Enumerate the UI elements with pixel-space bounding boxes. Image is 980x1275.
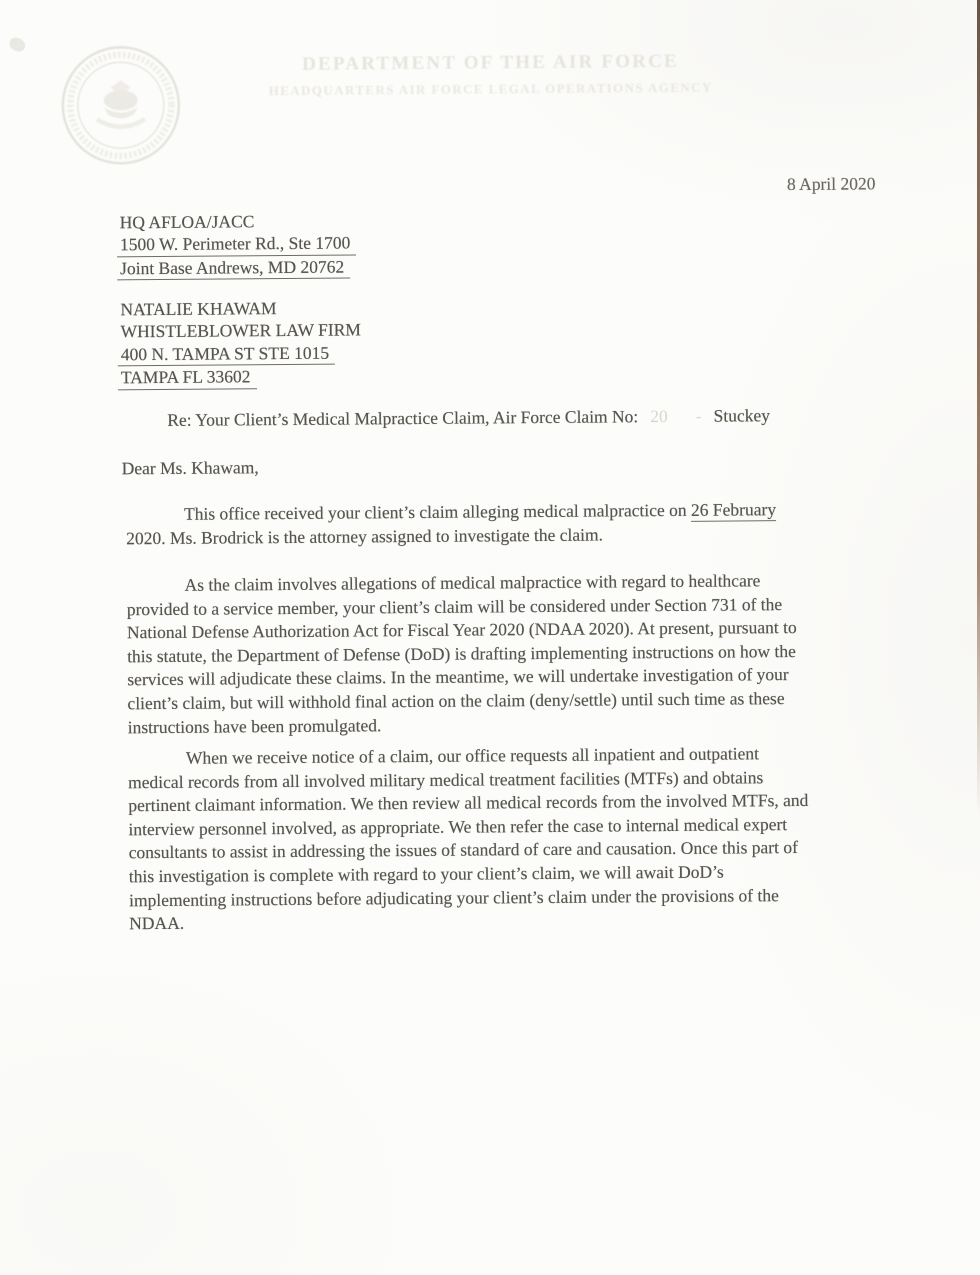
underlined-date: 26 February [690, 499, 777, 520]
letterhead-agency: HEADQUARTERS AIR FORCE LEGAL OPERATIONS AGENCY [268, 79, 713, 99]
paragraph-line: interview personnel involved, as appropriate. We then refer the case to internal medical expert [128, 813, 788, 840]
paragraph-line: National Defense Authorization Act for Fiscal Year 2020 (NDAA 2020). At present, pursuant to [126, 617, 797, 643]
recipient-address-line: WHISTLEBLOWER LAW FIRM [120, 319, 362, 342]
paragraph-line: pertinent claimant information. We then review all medical records from the involved MTFs, and [128, 790, 809, 816]
salutation: Dear Ms. Khawam, [121, 457, 259, 479]
paragraph-line: consultants to assist in addressing the issues of standard of care and causation. Once this part of [128, 837, 798, 863]
paragraph-line: When we receive notice of a claim, our office requests all inpatient and outpatient [185, 743, 760, 768]
paragraph-line: client’s claim, but will withhold final action on the claim (deny/settle) until such time as these [127, 688, 785, 714]
letterhead [0, 49, 980, 102]
subject-line [167, 405, 770, 431]
paragraph-line: this investigation is complete with regard to your client’s claim, we will await DoD’s [128, 861, 724, 887]
letter-date: 8 April 2020 [786, 173, 876, 195]
paragraph-line: implementing instructions before adjudicating your client’s claim under the provisions of the [128, 884, 779, 910]
subject-label: Re: Your Client’s Medical Malpractice Claim, Air Force Claim No: [167, 406, 639, 430]
paragraph-line: instructions have been promulgated. [127, 714, 382, 737]
paragraph-line: 2020. Ms. Brodrick is the attorney assigned to investigate the claim. [126, 524, 604, 548]
recipient-address-line: NATALIE KHAWAM [120, 298, 277, 320]
sender-address-block [120, 209, 357, 280]
scan-speck-artifact [8, 36, 27, 53]
paragraph-line: As the claim involves allegations of medical malpractice with regard to healthcare [184, 570, 761, 595]
paragraph-1 [126, 497, 956, 551]
paragraph-line: services will adjudicate these claims. In the meantime, we will undertake investigation of your [127, 664, 789, 690]
letterhead-department: DEPARTMENT OF THE AIR FORCE [301, 50, 679, 75]
paragraph-line: NDAA. [129, 912, 185, 934]
sender-address-line: Joint Base Andrews, MD 20762 [120, 255, 357, 280]
sender-address-line: HQ AFLOA/JACC [119, 211, 255, 233]
paragraph-line: provided to a service member, your client’s claim will be considered under Section 731 of the [126, 593, 783, 619]
claimant-name: Stuckey [713, 405, 771, 426]
paragraph-2 [126, 568, 957, 740]
recipient-address-line: TAMPA FL 33602 [121, 365, 362, 390]
claim-number-separator-faint: - [695, 405, 702, 426]
sender-address-line: 1500 W. Perimeter Rd., Ste 1700 [120, 232, 357, 257]
paragraph-line: This office received your client’s claim alleging medical malpractice on 26 February [183, 499, 777, 524]
paragraph-line: this statute, the Department of Defense (DoD) is drafting implementing instructions on how the [127, 640, 796, 667]
paragraph-3 [128, 741, 959, 936]
claim-number-faint: 20 [650, 406, 668, 427]
paragraph-line: medical records from all involved military medical treatment facilities (MTFs) and obtains [128, 766, 764, 792]
recipient-address-block [120, 296, 361, 390]
recipient-address-line: 400 N. TAMPA ST STE 1015 [121, 341, 362, 366]
